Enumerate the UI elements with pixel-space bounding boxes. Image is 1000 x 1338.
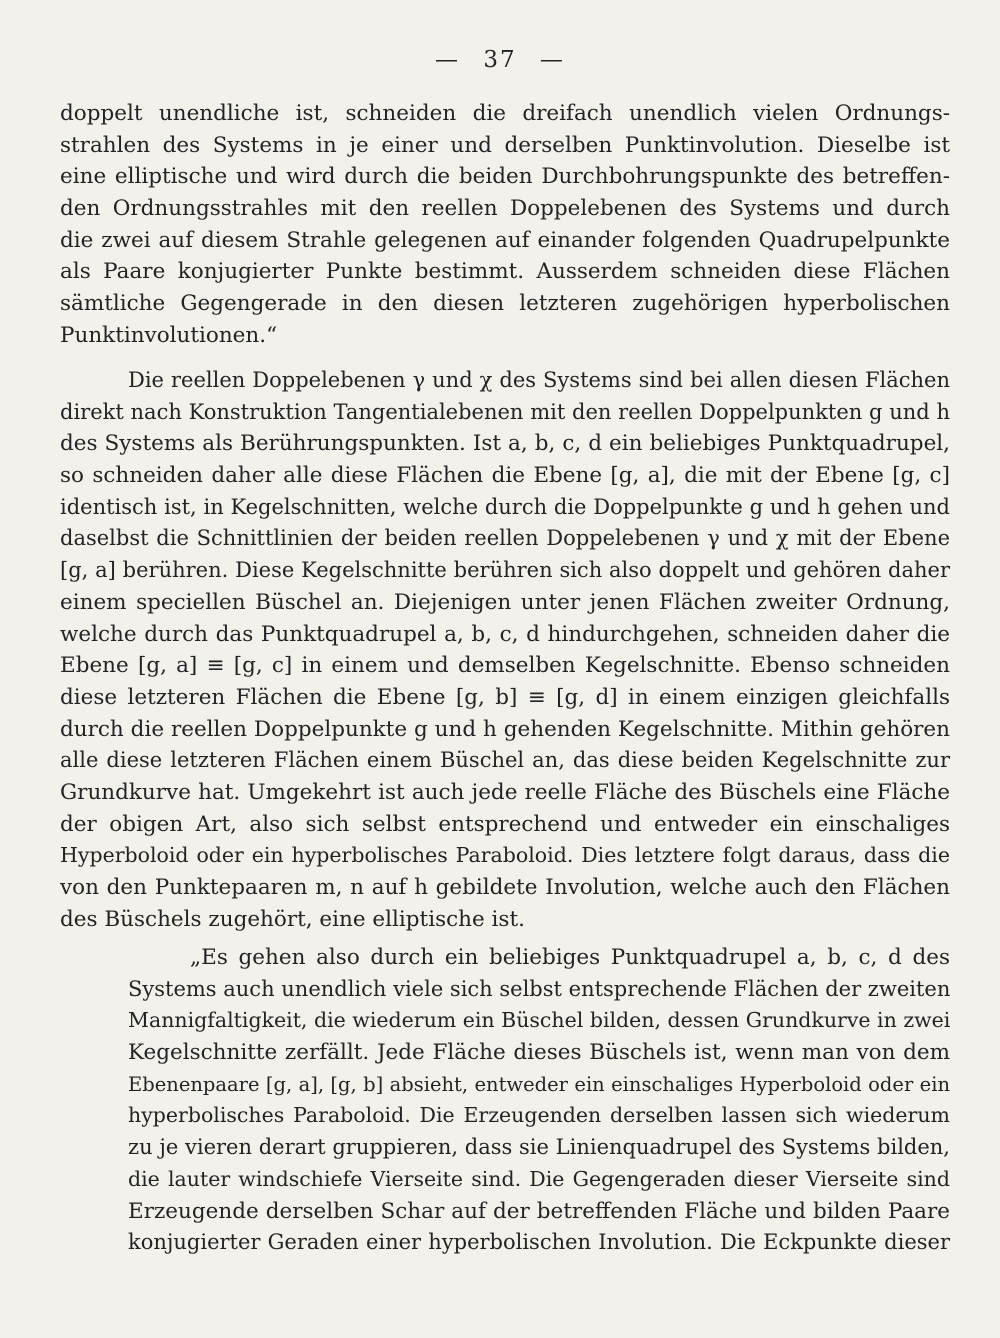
text-line: alle diese letzteren Flächen einem Büschel an, das diese beiden Kegelschnitte zur: [60, 748, 950, 773]
quoted-paragraph: [60, 942, 950, 1259]
text-line: Mannigfaltigkeit, die wiederum ein Büschel bilden, dessen Grundkurve in zwei: [128, 1008, 951, 1033]
text-line: Erzeugende derselben Schar auf der betreffenden Fläche und bilden Paare: [128, 1198, 950, 1224]
text-line: durch die reellen Doppelpunkte g und h gehenden Kegelschnitte. Mithin gehören: [60, 716, 950, 742]
text-line: sämtliche Gegengerade in den diesen letzteren zugehörigen hyperbolischen: [60, 291, 950, 317]
paragraph-continued: [60, 98, 950, 352]
text-line: welche durch das Punktquadrupel a, b, c, d hindurchgehen, schneiden daher die: [60, 621, 950, 647]
text-line: die zwei auf diesem Strahle gelegenen auf einander folgenden Quadrupelpunkte: [60, 227, 950, 253]
text-line: [g, a] berühren. Diese Kegelschnitte berühren sich also doppelt und gehören daher: [60, 558, 950, 583]
text-line: Ebenenpaare [g, a], [g, b] absieht, entweder ein einschaliges Hyperboloid oder ein: [128, 1072, 950, 1096]
text-line: von den Punktepaaren m, n auf h gebildete Involution, welche auch den Flächen: [60, 875, 950, 900]
text-line: der obigen Art, also sich selbst entsprechend und entweder ein einschaliges: [60, 811, 950, 837]
text-line: des Büschels zugehört, eine elliptische ist.: [60, 906, 525, 932]
text-line: den Ordnungsstrahles mit den reellen Doppelebenen des Systems und durch: [60, 196, 950, 222]
text-line: Grundkurve hat. Umgekehrt ist auch jede reelle Fläche des Büschels eine Fläche: [60, 779, 950, 805]
text-line: diese letzteren Flächen die Ebene [g, b] ≡ [g, d] in einem einzigen gleichfalls: [60, 684, 950, 710]
text-line: hyperbolisches Paraboloid. Die Erzeugenden derselben lassen sich wiederum: [128, 1103, 950, 1128]
text-line: Punktinvolutionen.“: [60, 322, 278, 348]
text-line: Hyperboloid oder ein hyperbolisches Paraboloid. Dies letztere folgt daraus, dass die: [60, 843, 950, 868]
text-line: doppelt unendliche ist, schneiden die dreifach unendlich vielen Ordnungs-: [60, 101, 950, 126]
text-line: einem speciellen Büschel an. Diejenigen unter jenen Flächen zweiter Ordnung,: [60, 589, 950, 615]
text-line: Systems auch unendlich viele sich selbst entsprechende Flächen der zweiten: [128, 976, 951, 1001]
text-line: „Es gehen also durch ein beliebiges Punktquadrupel a, b, c, d des: [190, 945, 950, 970]
text-line: identisch ist, in Kegelschnitten, welche durch die Doppelpunkte g und h gehen und: [60, 494, 950, 519]
text-line: zu je vieren derart gruppieren, dass sie Linienquadrupel des Systems bilden,: [128, 1135, 950, 1160]
text-line: direkt nach Konstruktion Tangentialebenen mit den reellen Doppelpunkten g und h: [60, 399, 950, 424]
text-line: Ebene [g, a] ≡ [g, c] in einem und demselben Kegelschnitte. Ebenso schneiden: [60, 653, 950, 679]
text-line: konjugierter Geraden einer hyperbolischen Involution. Die Eckpunkte dieser: [128, 1230, 950, 1255]
text-line: Kegelschnitte zerfällt. Jede Fläche dieses Büschels ist, wenn man von dem: [128, 1040, 950, 1066]
text-line: so schneiden daher alle diese Flächen die Ebene [g, a], die mit der Ebene [g, c]: [60, 463, 950, 489]
text-line: eine elliptische und wird durch die beiden Durchbohrungspunkte des betreffen-: [60, 164, 950, 190]
page-number: — 37 —: [435, 47, 565, 73]
text-line: die lauter windschiefe Vierseite sind. Die Gegengeraden dieser Vierseite sind: [128, 1166, 950, 1191]
text-line: des Systems als Berührungspunkten. Ist a, b, c, d ein beliebiges Punktquadrupel,: [60, 431, 950, 457]
text-line: als Paare konjugierter Punkte bestimmt. Ausserdem schneiden diese Flächen: [60, 259, 950, 285]
text-line: strahlen des Systems in je einer und derselben Punktinvolution. Dieselbe ist: [60, 132, 950, 158]
text-line: daselbst die Schnittlinien der beiden reellen Doppelebenen γ und χ mit der Ebene: [60, 526, 950, 551]
text-line: Die reellen Doppelebenen γ und χ des Systems sind bei allen diesen Flächen: [128, 368, 950, 392]
paragraph-doppelebenen: [60, 365, 950, 935]
